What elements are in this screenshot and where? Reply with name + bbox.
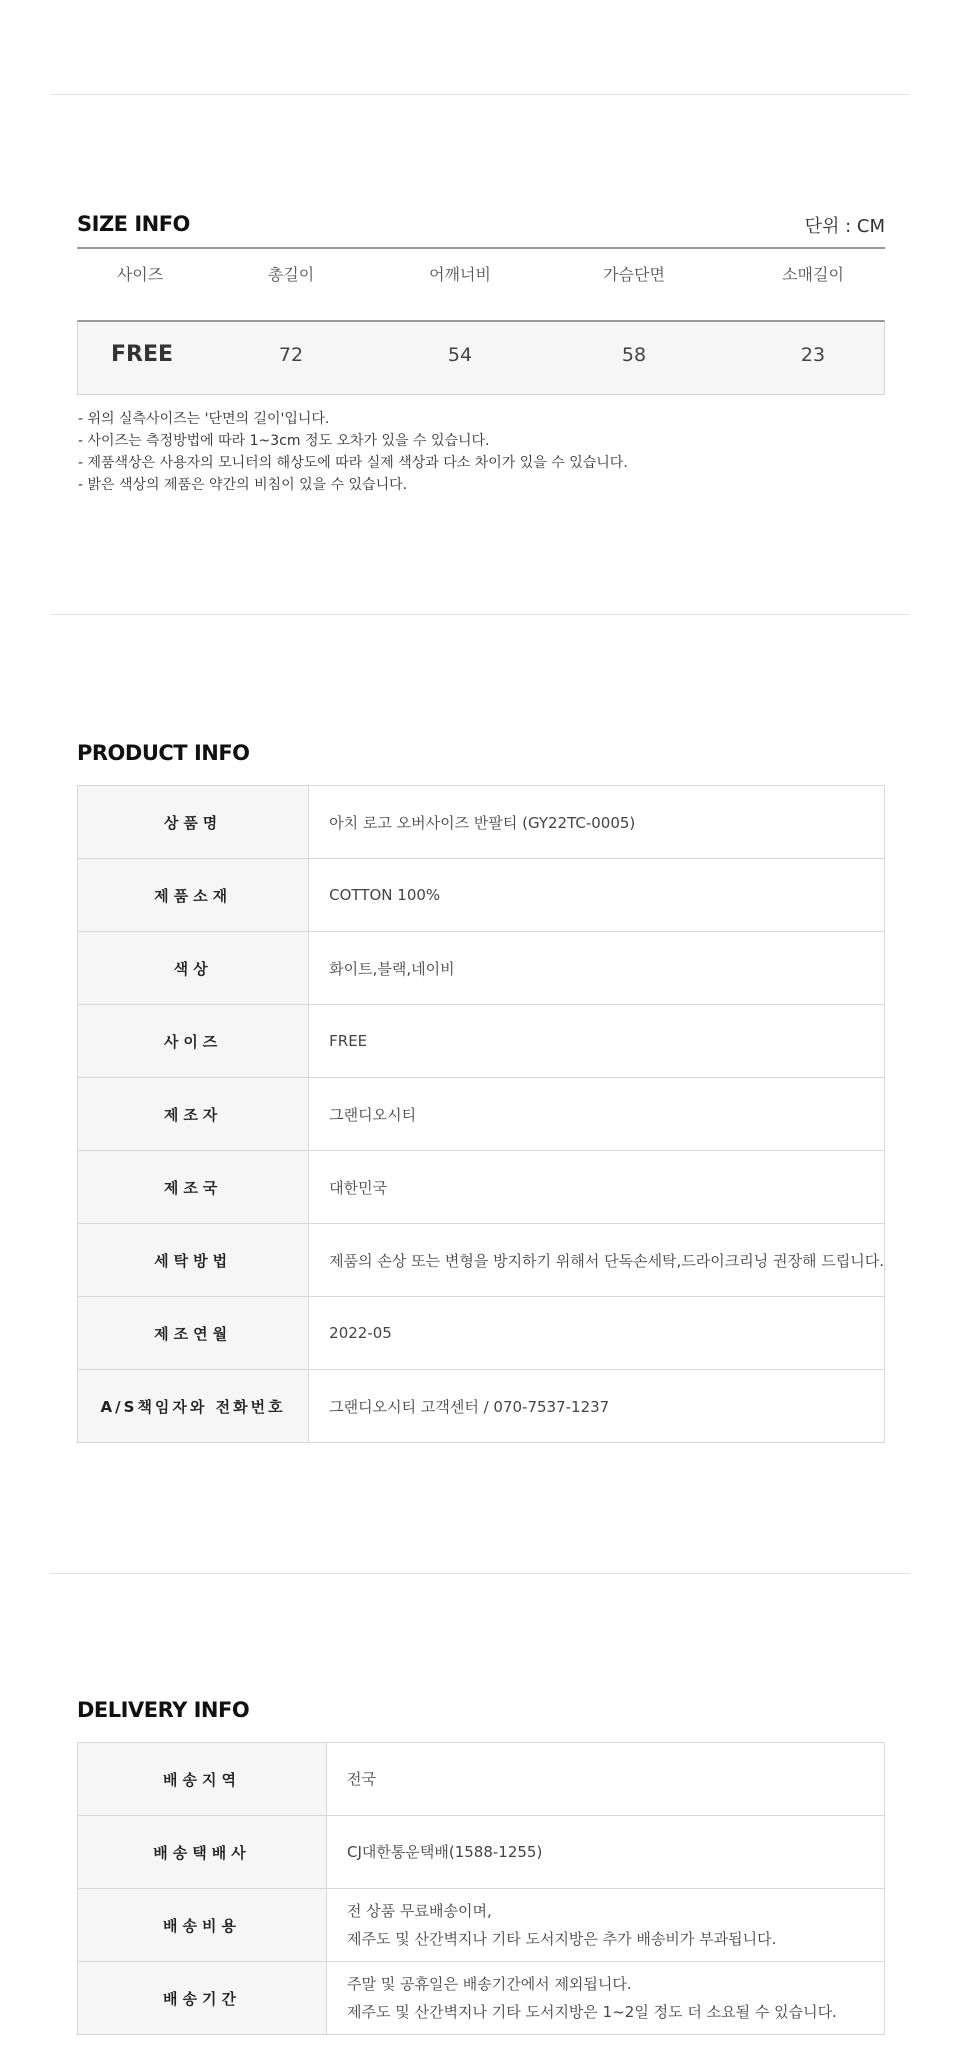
row-value-line: CJ대한통운택배(1588-1255) [347,1843,543,1861]
size-cell: 54 [447,344,473,366]
size-cell: FREE [110,342,174,367]
size-cell: 72 [278,344,304,366]
row-value: 화이트,블랙,네이비 [309,932,885,1005]
size-note: - 제품색상은 사용자의 모니터의 해상도에 따라 실제 색상과 다소 차이가 있을 수 있습니다. [78,455,628,471]
size-table-header [77,262,885,302]
size-header-cell: 사이즈 [116,265,164,284]
row-label: 배송택배사 [78,1816,327,1889]
row-label: 제조연월 [78,1297,309,1370]
row-value: 제품의 손상 또는 변형을 방지하기 위해서 단독손세탁,드라이크리닝 권장해 드립니다. [309,1224,885,1297]
table-row [78,1889,885,1962]
table-row [78,1816,885,1889]
row-label: 제조자 [78,1078,309,1151]
row-value: 그랜디오시티 [309,1078,885,1151]
size-cell: 23 [800,344,826,366]
size-header-cell: 소매길이 [782,265,844,284]
row-label: 상품명 [78,786,309,859]
table-row [78,1078,885,1151]
row-label: 색상 [78,932,309,1005]
delivery-info-title: DELIVERY INFO [77,1698,250,1722]
row-value-line: 전국 [347,1770,376,1788]
table-row [78,786,885,859]
row-label: 제조국 [78,1151,309,1224]
size-unit-label: 단위 : CM [804,216,885,237]
row-label: 세탁방법 [78,1224,309,1297]
table-row [78,932,885,1005]
size-table-top-rule [77,247,885,249]
row-value [327,1962,885,2035]
product-info-table [77,785,885,1443]
row-value-line: 제주도 및 산간벽지나 기타 도서지방은 1~2일 정도 더 소요될 수 있습니다. [347,2003,837,2021]
size-header-cell: 총길이 [267,265,315,284]
size-header-cell: 어깨너비 [429,265,491,284]
table-row [78,1151,885,1224]
row-value [327,1889,885,1962]
size-info-title: SIZE INFO [77,212,190,236]
row-label: 제품소재 [78,859,309,932]
size-note: - 위의 실측사이즈는 '단면의 길이'입니다. [78,411,330,427]
divider-top [50,94,910,95]
row-value: 대한민국 [309,1151,885,1224]
divider-product [50,614,910,615]
size-header-cell: 가슴단면 [603,265,665,284]
table-row [78,1743,885,1816]
size-cell: 58 [621,344,647,366]
table-row [78,1962,885,2035]
row-label: A/S책임자와 전화번호 [78,1370,309,1443]
row-value [327,1816,885,1889]
product-info-title: PRODUCT INFO [77,741,250,765]
row-value-line: 제주도 및 산간벽지나 기타 도서지방은 추가 배송비가 부과됩니다. [347,1930,777,1948]
size-table-row [77,320,885,395]
row-value: 아치 로고 오버사이즈 반팔티 (GY22TC-0005) [309,786,885,859]
size-note: - 밝은 색상의 제품은 약간의 비침이 있을 수 있습니다. [78,477,408,493]
size-note: - 사이즈는 측정방법에 따라 1~3cm 정도 오차가 있을 수 있습니다. [78,433,490,449]
delivery-info-table [77,1742,885,2035]
table-row [78,1005,885,1078]
row-value-line: 주말 및 공휴일은 배송기간에서 제외됩니다. [347,1975,632,1993]
row-value: COTTON 100% [309,859,885,932]
divider-delivery [50,1573,910,1574]
table-row [78,859,885,932]
row-value: 그랜디오시티 고객센터 / 070-7537-1237 [309,1370,885,1443]
row-label: 사이즈 [78,1005,309,1078]
row-label: 배송기간 [78,1962,327,2035]
table-row [78,1297,885,1370]
row-value: 2022-05 [309,1297,885,1370]
row-label: 배송비용 [78,1889,327,1962]
size-notes [78,408,628,496]
row-value [327,1743,885,1816]
row-value: FREE [309,1005,885,1078]
table-row [78,1224,885,1297]
row-value-line: 전 상품 무료배송이며, [347,1902,492,1920]
row-label: 배송지역 [78,1743,327,1816]
table-row [78,1370,885,1443]
